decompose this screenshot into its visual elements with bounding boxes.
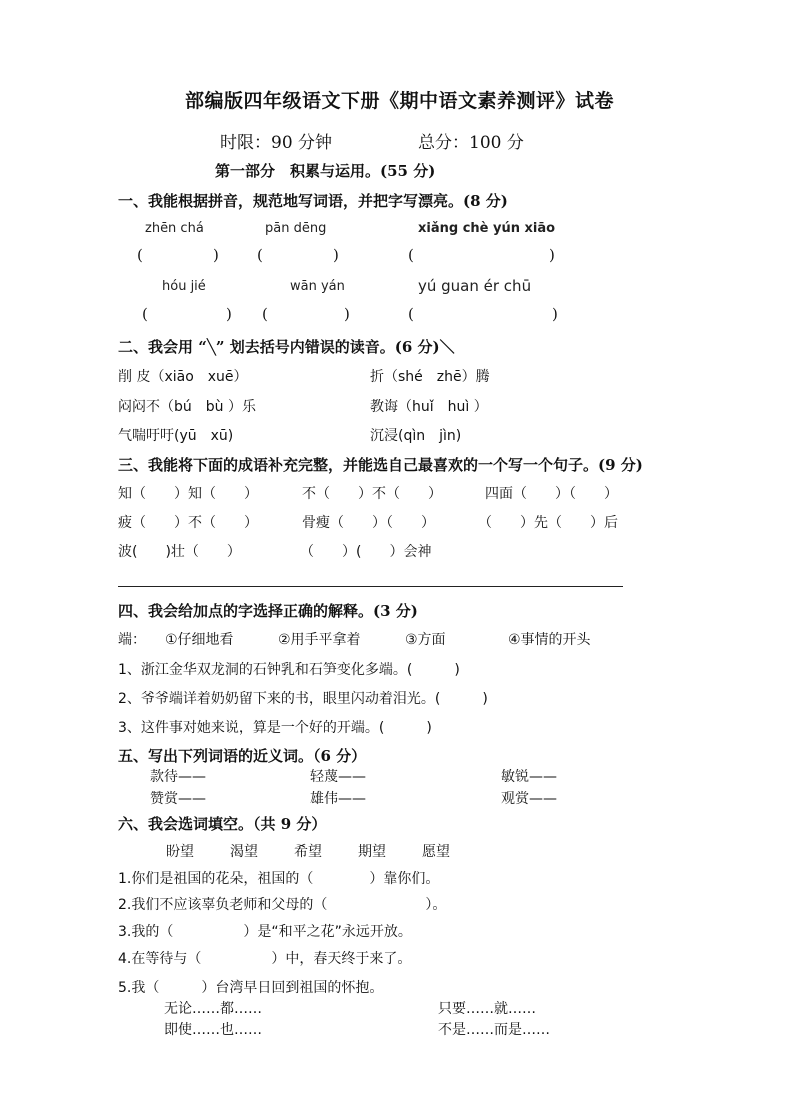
page-title: 部编版四年级语文下册《期中语文素养测评》试卷 [185, 90, 615, 112]
blank-close: ) [333, 246, 339, 264]
blank-open[interactable]: ( [408, 305, 414, 323]
pronunciation-item[interactable]: 闷闷不（bú bù ）乐 [118, 399, 256, 415]
blank-close: ) [213, 246, 219, 264]
definition-option: ①仔细地看 [165, 632, 234, 648]
blank-close: ) [344, 305, 350, 323]
pronunciation-item[interactable]: 沉浸(qìn jìn) [370, 428, 462, 444]
blank-close: ) [549, 246, 555, 264]
pinyin-item: pān dēng [265, 221, 327, 236]
definition-label: 端： [118, 632, 146, 648]
synonym-item[interactable]: 敏锐—— [501, 769, 557, 785]
pronunciation-item[interactable]: 削 皮（xiāo xuē） [118, 369, 248, 385]
section5-heading: 五、写出下列词语的近义词。（6 分） [118, 747, 367, 765]
time-limit: 时限：90 分钟 [220, 133, 333, 153]
pinyin-item: zhēn chá [145, 221, 204, 236]
word-choice: 愿望 [422, 844, 450, 860]
section1-heading: 一、我能根据拼音，规范地写词语，并把字写漂亮。(8 分) [118, 192, 508, 210]
pronunciation-item[interactable]: 折（shé zhē）腾 [370, 369, 490, 385]
synonym-item[interactable]: 雄伟—— [310, 791, 366, 807]
blank-close: ) [552, 305, 558, 323]
pinyin-item: wān yán [290, 279, 345, 294]
conjunction-pair: 不是……而是…… [438, 1022, 550, 1038]
idiom-blank[interactable]: （ ）先（ ）后 [478, 515, 618, 531]
definition-question[interactable]: 1、浙江金华双龙洞的石钟乳和石笋变化多端。( ) [118, 662, 460, 678]
definition-option: ②用手平拿着 [278, 632, 361, 648]
blank-open[interactable]: ( [142, 305, 148, 323]
idiom-blank[interactable]: （ ）( ）会神 [300, 544, 432, 560]
conjunction-pair: 无论……都…… [164, 1001, 262, 1017]
synonym-item[interactable]: 赞赏—— [150, 791, 206, 807]
section4-heading: 四、我会给加点的字选择正确的解释。(3 分) [118, 602, 418, 620]
pinyin-item: hóu jié [162, 279, 206, 294]
definition-option: ③方面 [405, 632, 446, 648]
blank-open[interactable]: ( [408, 246, 414, 264]
part1-heading: 第一部分 积累与运用。(55 分) [215, 162, 436, 180]
idiom-blank[interactable]: 波( )壮（ ） [118, 544, 241, 560]
pinyin-item: yú guan ér chū [418, 277, 532, 295]
idiom-blank[interactable]: 四面（ ）（ ） [485, 486, 618, 502]
pronunciation-item[interactable]: 教诲（huǐ huì ） [370, 399, 488, 415]
idiom-blank[interactable]: 不（ ）不（ ） [302, 486, 442, 502]
word-choice: 渴望 [230, 844, 258, 860]
pinyin-item: xiǎng chè yún xiāo [418, 221, 556, 236]
fill-question[interactable]: 5.我（ ）台湾早日回到祖国的怀抱。 [118, 980, 384, 996]
idiom-blank[interactable]: 疲（ ）不（ ） [118, 515, 258, 531]
word-choice: 期望 [358, 844, 386, 860]
section6-heading: 六、我会选词填空。（共 9 分） [118, 815, 327, 833]
fill-question[interactable]: 2.我们不应该辜负老师和父母的（ ）。 [118, 897, 447, 913]
total-score: 总分：100 分 [418, 133, 524, 153]
fill-question[interactable]: 1.你们是祖国的花朵，祖国的（ ）靠你们。 [118, 871, 440, 887]
blank-open[interactable]: ( [137, 246, 143, 264]
fill-question[interactable]: 4.在等待与（ ）中，春天终于来了。 [118, 951, 412, 967]
idiom-blank[interactable]: 骨瘦（ ）（ ） [302, 515, 435, 531]
pronunciation-item[interactable]: 气喘吁吁(yū xū) [118, 428, 234, 444]
word-choice: 盼望 [166, 844, 194, 860]
blank-open[interactable]: ( [262, 305, 268, 323]
section3-heading: 三、我能将下面的成语补充完整，并能选自己最喜欢的一个写一个句子。(9 分) [118, 456, 643, 474]
definition-question[interactable]: 2、爷爷端详着奶奶留下来的书，眼里闪动着泪光。( ) [118, 691, 488, 707]
idiom-blank[interactable]: 知（ ）知（ ） [118, 486, 258, 502]
blank-open[interactable]: ( [257, 246, 263, 264]
synonym-item[interactable]: 观赏—— [501, 791, 557, 807]
answer-line[interactable] [118, 586, 623, 587]
definition-option: ④事情的开头 [508, 632, 591, 648]
conjunction-pair: 即使……也…… [164, 1022, 262, 1038]
conjunction-pair: 只要……就…… [438, 1001, 536, 1017]
section2-heading: 二、我会用 “╲” 划去括号内错误的读音。(6 分)＼ [118, 338, 455, 356]
synonym-item[interactable]: 轻蔑—— [310, 769, 366, 785]
blank-close: ) [226, 305, 232, 323]
word-choice: 希望 [294, 844, 322, 860]
synonym-item[interactable]: 款待—— [150, 769, 206, 785]
fill-question[interactable]: 3.我的（ ）是“和平之花”永远开放。 [118, 924, 412, 940]
definition-question[interactable]: 3、这件事对她来说，算是一个好的开端。( ) [118, 720, 432, 736]
